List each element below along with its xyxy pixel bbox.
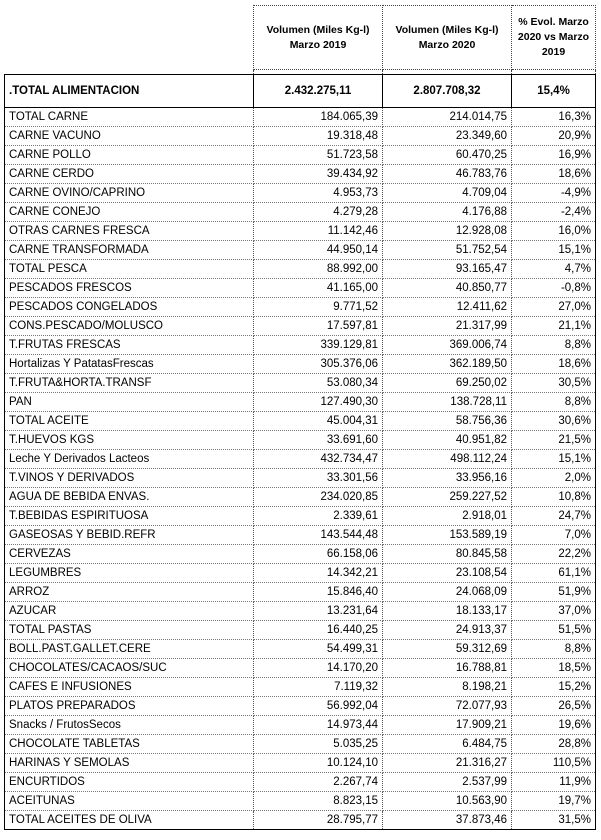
row-volume-2019: 11.142,46 <box>254 222 383 241</box>
row-label: TOTAL PESCA <box>5 260 254 279</box>
table-row <box>5 412 596 431</box>
row-pct-evolution: 31,5% <box>512 811 596 830</box>
row-pct-evolution: 18,5% <box>512 659 596 678</box>
row-volume-2020: 16.788,81 <box>383 659 512 678</box>
row-volume-2019: 44.950,14 <box>254 241 383 260</box>
table-row <box>5 697 596 716</box>
row-label: CHOCOLATE TABLETAS <box>5 735 254 754</box>
row-volume-2019: 15.846,40 <box>254 583 383 602</box>
row-pct-evolution: 30,5% <box>512 374 596 393</box>
row-volume-2019: 2.339,61 <box>254 507 383 526</box>
row-pct-evolution: 4,7% <box>512 260 596 279</box>
row-label: T.FRUTA&HORTA.TRANSF <box>5 374 254 393</box>
table-row <box>5 222 596 241</box>
row-pct-evolution: -0,8% <box>512 279 596 298</box>
row-volume-2020: 153.589,19 <box>383 526 512 545</box>
row-pct-evolution: 37,0% <box>512 602 596 621</box>
table-row <box>5 469 596 488</box>
row-volume-2019: 432.734,47 <box>254 450 383 469</box>
row-pct-evolution: -2,4% <box>512 203 596 222</box>
row-label: Hortalizas Y PatatasFrescas <box>5 355 254 374</box>
table-row <box>5 792 596 811</box>
row-pct-evolution: 21,1% <box>512 317 596 336</box>
table-row <box>5 393 596 412</box>
row-volume-2020: 21.317,99 <box>383 317 512 336</box>
table-row <box>5 374 596 393</box>
row-volume-2019: 53.080,34 <box>254 374 383 393</box>
row-label: TOTAL ACEITES DE OLIVA <box>5 811 254 830</box>
row-volume-2019: 28.795,77 <box>254 811 383 830</box>
row-volume-2019: 39.434,92 <box>254 165 383 184</box>
table-row <box>5 526 596 545</box>
row-label: PESCADOS FRESCOS <box>5 279 254 298</box>
row-volume-2020: 17.909,21 <box>383 716 512 735</box>
table-row <box>5 431 596 450</box>
row-volume-2020: 23.349,60 <box>383 127 512 146</box>
table-row <box>5 678 596 697</box>
header-pct-evolution: % Evol. Marzo 2020 vs Marzo 2019 <box>512 6 596 70</box>
row-pct-evolution: 15,1% <box>512 450 596 469</box>
row-pct-evolution: 16,9% <box>512 146 596 165</box>
row-volume-2019: 234.020,85 <box>254 488 383 507</box>
table-row <box>5 488 596 507</box>
header-row <box>5 6 596 70</box>
total-pct: 15,4% <box>512 75 596 108</box>
row-pct-evolution: 8,8% <box>512 640 596 659</box>
table-row <box>5 298 596 317</box>
table-row <box>5 108 596 127</box>
row-label: CONS.PESCADO/MOLUSCO <box>5 317 254 336</box>
table-row <box>5 336 596 355</box>
row-pct-evolution: 10,8% <box>512 488 596 507</box>
table-row <box>5 146 596 165</box>
row-pct-evolution: 2,0% <box>512 469 596 488</box>
row-label: ACEITUNAS <box>5 792 254 811</box>
table-row <box>5 545 596 564</box>
row-label: ENCURTIDOS <box>5 773 254 792</box>
table-row <box>5 203 596 222</box>
total-label: .TOTAL ALIMENTACION <box>5 75 254 108</box>
row-pct-evolution: 30,6% <box>512 412 596 431</box>
row-pct-evolution: -4,9% <box>512 184 596 203</box>
row-volume-2020: 8.198,21 <box>383 678 512 697</box>
row-volume-2019: 4.279,28 <box>254 203 383 222</box>
row-label: TOTAL CARNE <box>5 108 254 127</box>
row-volume-2020: 18.133,17 <box>383 602 512 621</box>
row-label: LEGUMBRES <box>5 564 254 583</box>
row-volume-2020: 24.913,37 <box>383 621 512 640</box>
row-volume-2019: 14.973,44 <box>254 716 383 735</box>
row-label: CARNE CONEJO <box>5 203 254 222</box>
row-volume-2020: 46.783,76 <box>383 165 512 184</box>
row-volume-2020: 24.068,09 <box>383 583 512 602</box>
row-pct-evolution: 7,0% <box>512 526 596 545</box>
row-pct-evolution: 18,6% <box>512 165 596 184</box>
row-volume-2019: 7.119,32 <box>254 678 383 697</box>
row-volume-2020: 2.918,01 <box>383 507 512 526</box>
table-row <box>5 279 596 298</box>
total-row <box>5 75 596 108</box>
row-label: T.FRUTAS FRESCAS <box>5 336 254 355</box>
table-row <box>5 450 596 469</box>
table-row <box>5 583 596 602</box>
row-volume-2020: 369.006,74 <box>383 336 512 355</box>
table-row <box>5 184 596 203</box>
row-volume-2020: 93.165,47 <box>383 260 512 279</box>
row-pct-evolution: 110,5% <box>512 754 596 773</box>
row-label: PLATOS PREPARADOS <box>5 697 254 716</box>
row-pct-evolution: 28,8% <box>512 735 596 754</box>
row-volume-2020: 4.709,04 <box>383 184 512 203</box>
total-2019: 2.432.275,11 <box>254 75 383 108</box>
row-volume-2019: 13.231,64 <box>254 602 383 621</box>
table-row <box>5 241 596 260</box>
row-volume-2019: 4.953,73 <box>254 184 383 203</box>
row-label: GASEOSAS Y BEBID.REFR <box>5 526 254 545</box>
row-volume-2020: 21.316,27 <box>383 754 512 773</box>
row-label: T.BEBIDAS ESPIRITUOSA <box>5 507 254 526</box>
row-label: Leche Y Derivados Lacteos <box>5 450 254 469</box>
row-label: CARNE OVINO/CAPRINO <box>5 184 254 203</box>
row-volume-2020: 23.108,54 <box>383 564 512 583</box>
row-pct-evolution: 18,6% <box>512 355 596 374</box>
row-pct-evolution: 27,0% <box>512 298 596 317</box>
table-row <box>5 507 596 526</box>
row-pct-evolution: 16,3% <box>512 108 596 127</box>
row-pct-evolution: 8,8% <box>512 336 596 355</box>
row-volume-2019: 66.158,06 <box>254 545 383 564</box>
row-pct-evolution: 19,6% <box>512 716 596 735</box>
row-label: TOTAL PASTAS <box>5 621 254 640</box>
row-label: TOTAL ACEITE <box>5 412 254 431</box>
row-volume-2019: 41.165,00 <box>254 279 383 298</box>
row-volume-2019: 14.342,21 <box>254 564 383 583</box>
row-volume-2019: 9.771,52 <box>254 298 383 317</box>
data-table <box>4 5 596 830</box>
row-volume-2019: 339.129,81 <box>254 336 383 355</box>
table-row <box>5 621 596 640</box>
row-volume-2020: 259.227,52 <box>383 488 512 507</box>
row-volume-2020: 40.850,77 <box>383 279 512 298</box>
row-label: PAN <box>5 393 254 412</box>
row-pct-evolution: 21,5% <box>512 431 596 450</box>
row-label: AZUCAR <box>5 602 254 621</box>
row-volume-2020: 12.928,08 <box>383 222 512 241</box>
row-volume-2019: 16.440,25 <box>254 621 383 640</box>
row-label: ARROZ <box>5 583 254 602</box>
table-row <box>5 716 596 735</box>
row-volume-2019: 45.004,31 <box>254 412 383 431</box>
row-volume-2020: 80.845,58 <box>383 545 512 564</box>
row-volume-2019: 2.267,74 <box>254 773 383 792</box>
row-pct-evolution: 16,0% <box>512 222 596 241</box>
row-volume-2020: 214.014,75 <box>383 108 512 127</box>
row-volume-2020: 72.077,93 <box>383 697 512 716</box>
row-volume-2019: 88.992,00 <box>254 260 383 279</box>
row-volume-2020: 4.176,88 <box>383 203 512 222</box>
row-label: CARNE POLLO <box>5 146 254 165</box>
row-pct-evolution: 15,1% <box>512 241 596 260</box>
row-pct-evolution: 20,9% <box>512 127 596 146</box>
row-volume-2019: 8.823,15 <box>254 792 383 811</box>
row-volume-2020: 362.189,50 <box>383 355 512 374</box>
row-volume-2019: 33.301,56 <box>254 469 383 488</box>
row-pct-evolution: 51,5% <box>512 621 596 640</box>
table-row <box>5 355 596 374</box>
row-label: CAFES E INFUSIONES <box>5 678 254 697</box>
table-row <box>5 659 596 678</box>
row-volume-2019: 17.597,81 <box>254 317 383 336</box>
total-2020: 2.807.708,32 <box>383 75 512 108</box>
row-volume-2019: 56.992,04 <box>254 697 383 716</box>
row-label: T.HUEVOS KGS <box>5 431 254 450</box>
row-volume-2020: 12.411,62 <box>383 298 512 317</box>
row-volume-2019: 19.318,48 <box>254 127 383 146</box>
row-volume-2019: 14.170,20 <box>254 659 383 678</box>
row-pct-evolution: 11,9% <box>512 773 596 792</box>
row-label: Snacks / FrutosSecos <box>5 716 254 735</box>
table-row <box>5 773 596 792</box>
row-label: CERVEZAS <box>5 545 254 564</box>
row-volume-2020: 51.752,54 <box>383 241 512 260</box>
row-label: PESCADOS CONGELADOS <box>5 298 254 317</box>
row-volume-2019: 184.065,39 <box>254 108 383 127</box>
row-volume-2019: 51.723,58 <box>254 146 383 165</box>
row-volume-2020: 6.484,75 <box>383 735 512 754</box>
row-volume-2019: 10.124,10 <box>254 754 383 773</box>
table-row <box>5 735 596 754</box>
table-row <box>5 165 596 184</box>
row-pct-evolution: 24,7% <box>512 507 596 526</box>
row-pct-evolution: 61,1% <box>512 564 596 583</box>
row-label: BOLL.PAST.GALLET.CERE <box>5 640 254 659</box>
row-volume-2020: 37.873,46 <box>383 811 512 830</box>
row-label: CARNE TRANSFORMADA <box>5 241 254 260</box>
table-row <box>5 602 596 621</box>
row-pct-evolution: 51,9% <box>512 583 596 602</box>
row-pct-evolution: 26,5% <box>512 697 596 716</box>
row-volume-2020: 10.563,90 <box>383 792 512 811</box>
row-volume-2020: 58.756,36 <box>383 412 512 431</box>
header-volume-2020: Volumen (Miles Kg-l) Marzo 2020 <box>383 6 512 70</box>
table-row <box>5 640 596 659</box>
row-volume-2019: 33.691,60 <box>254 431 383 450</box>
table-row <box>5 564 596 583</box>
table-row <box>5 127 596 146</box>
row-volume-2020: 498.112,24 <box>383 450 512 469</box>
row-pct-evolution: 19,7% <box>512 792 596 811</box>
row-volume-2019: 143.544,48 <box>254 526 383 545</box>
row-volume-2019: 305.376,06 <box>254 355 383 374</box>
table-row <box>5 811 596 830</box>
table-body <box>5 6 596 830</box>
row-volume-2020: 138.728,11 <box>383 393 512 412</box>
table-row <box>5 754 596 773</box>
row-label: CARNE VACUNO <box>5 127 254 146</box>
row-label: CHOCOLATES/CACAOS/SUC <box>5 659 254 678</box>
row-volume-2020: 40.951,82 <box>383 431 512 450</box>
row-pct-evolution: 15,2% <box>512 678 596 697</box>
row-volume-2020: 60.470,25 <box>383 146 512 165</box>
table-row <box>5 317 596 336</box>
row-label: HARINAS Y SEMOLAS <box>5 754 254 773</box>
row-pct-evolution: 8,8% <box>512 393 596 412</box>
row-volume-2019: 5.035,25 <box>254 735 383 754</box>
header-volume-2019: Volumen (Miles Kg-l) Marzo 2019 <box>254 6 383 70</box>
row-volume-2020: 33.956,16 <box>383 469 512 488</box>
row-volume-2020: 59.312,69 <box>383 640 512 659</box>
header-blank-cell <box>5 6 254 70</box>
row-volume-2020: 2.537,99 <box>383 773 512 792</box>
row-label: CARNE CERDO <box>5 165 254 184</box>
row-volume-2020: 69.250,02 <box>383 374 512 393</box>
table-row <box>5 260 596 279</box>
row-volume-2019: 127.490,30 <box>254 393 383 412</box>
row-label: T.VINOS Y DERIVADOS <box>5 469 254 488</box>
row-label: OTRAS CARNES FRESCA <box>5 222 254 241</box>
row-label: AGUA DE BEBIDA ENVAS. <box>5 488 254 507</box>
row-volume-2019: 54.499,31 <box>254 640 383 659</box>
row-pct-evolution: 22,2% <box>512 545 596 564</box>
